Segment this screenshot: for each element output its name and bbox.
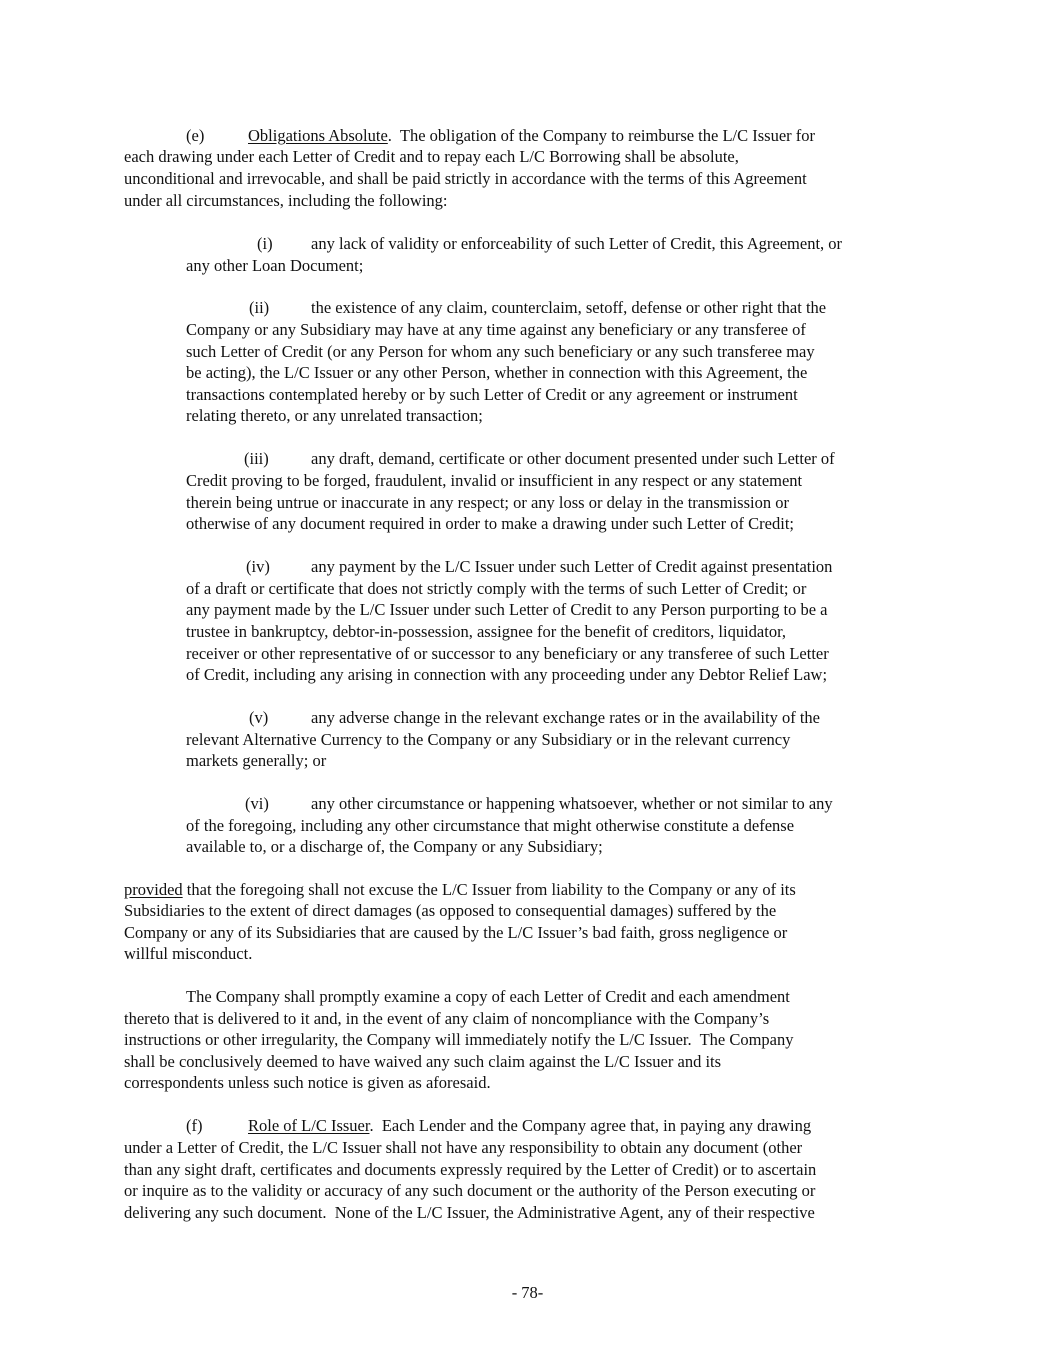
list-item-label: (iv) bbox=[246, 557, 270, 576]
proviso-keyword: provided bbox=[124, 880, 183, 899]
list-item-line: otherwise of any document required in order to make a drawing under such Letter of Credit; bbox=[186, 514, 795, 533]
list-item-line: such Letter of Credit (or any Person for whom any such beneficiary or any such transferee may bbox=[186, 342, 815, 361]
list-item-line: the existence of any claim, counterclaim, setoff, defense or other right that the bbox=[311, 298, 827, 317]
list-item-line: any adverse change in the relevant exchange rates or in the availability of the bbox=[311, 708, 820, 727]
paragraph-f-first-line-text: . Each Lender and the Company agree that, in paying any drawing bbox=[369, 1116, 812, 1135]
paragraph-e-first-line bbox=[248, 125, 815, 147]
list-item-line: any payment by the L/C Issuer under such Letter of Credit against presentation bbox=[311, 557, 833, 576]
list-item-line: available to, or a discharge of, the Company or any Subsidiary; bbox=[186, 837, 603, 856]
list-item-line: transactions contemplated hereby or by such Letter of Credit or any agreement or instrument bbox=[186, 385, 798, 404]
paragraph-e-line: under all circumstances, including the following: bbox=[124, 191, 448, 210]
paragraph-f-line: or inquire as to the validity or accuracy of any such document or the authority of the Person executing or bbox=[124, 1181, 816, 1200]
list-item-line: Company or any Subsidiary may have at any time against any beneficiary or any transferee of bbox=[186, 320, 806, 339]
page-number: - 78- bbox=[511, 1283, 544, 1302]
examination-line: The Company shall promptly examine a copy of each Letter of Credit and each amendment bbox=[186, 987, 790, 1006]
proviso-line: willful misconduct. bbox=[124, 944, 253, 963]
examination-line: instructions or other irregularity, the Company will immediately notify the L/C Issuer. The Company bbox=[124, 1030, 794, 1049]
paragraph-f-heading: Role of L/C Issuer bbox=[248, 1116, 370, 1135]
list-item-label: (ii) bbox=[249, 298, 270, 317]
list-item-line: of the foregoing, including any other circumstance that might otherwise constitute a defense bbox=[186, 816, 795, 835]
list-item-label: (i) bbox=[257, 234, 273, 253]
paragraph-e-line: unconditional and irrevocable, and shall be paid strictly in accordance with the terms of this Agreement bbox=[124, 169, 807, 188]
paragraph-e-line: each drawing under each Letter of Credit and to repay each L/C Borrowing shall be absolute, bbox=[124, 147, 739, 166]
list-item-label: (vi) bbox=[245, 794, 269, 813]
paragraph-f-label: (f) bbox=[186, 1116, 203, 1135]
proviso-first-line bbox=[124, 879, 796, 901]
list-item-line: be acting), the L/C Issuer or any other Person, whether in connection with this Agreement, the bbox=[186, 363, 808, 382]
list-item-line: Credit proving to be forged, fraudulent, invalid or insufficient in any respect or any statement bbox=[186, 471, 803, 490]
list-item-line: any payment made by the L/C Issuer under such Letter of Credit to any Person purporting to be a bbox=[186, 600, 828, 619]
list-item-line: relating thereto, or any unrelated transaction; bbox=[186, 406, 483, 425]
list-item-line: any other circumstance or happening whatsoever, whether or not similar to any bbox=[311, 794, 833, 813]
paragraph-e-label: (e) bbox=[186, 126, 205, 145]
examination-line: correspondents unless such notice is given as aforesaid. bbox=[124, 1073, 491, 1092]
examination-line: shall be conclusively deemed to have waived any such claim against the L/C Issuer and its bbox=[124, 1052, 722, 1071]
list-item-line: trustee in bankruptcy, debtor-in-possession, assignee for the benefit of creditors, liquidator, bbox=[186, 622, 787, 641]
proviso-first-line-text: that the foregoing shall not excuse the L/C Issuer from liability to the Company or any of its bbox=[182, 880, 796, 899]
paragraph-e-first-line-text: . The obligation of the Company to reimburse the L/C Issuer for bbox=[387, 126, 816, 145]
list-item-line: markets generally; or bbox=[186, 751, 327, 770]
paragraph-f-line: than any sight draft, certificates and documents expressly required by the Letter of Credit) or to ascertain bbox=[124, 1160, 817, 1179]
list-item-label: (v) bbox=[249, 708, 269, 727]
examination-line: thereto that is delivered to it and, in the event of any claim of noncompliance with the Company’s bbox=[124, 1009, 770, 1028]
list-item-line: of a draft or certificate that does not strictly comply with the terms of such Letter of Credit; or bbox=[186, 579, 807, 598]
list-item-line: receiver or other representative of or successor to any beneficiary or any transferee of such Letter bbox=[186, 644, 829, 663]
list-item-label: (iii) bbox=[244, 449, 269, 468]
paragraph-f-line: delivering any such document. None of the L/C Issuer, the Administrative Agent, any of their respective bbox=[124, 1203, 815, 1222]
list-item-line: of Credit, including any arising in connection with any proceeding under any Debtor Relief Law; bbox=[186, 665, 828, 684]
proviso-line: Company or any of its Subsidiaries that are caused by the L/C Issuer’s bad faith, gross negligence or bbox=[124, 923, 788, 942]
list-item-line: therein being untrue or inaccurate in any respect; or any loss or delay in the transmission or bbox=[186, 493, 789, 512]
list-item-line: any lack of validity or enforceability of such Letter of Credit, this Agreement, or bbox=[311, 234, 843, 253]
list-item-line: any other Loan Document; bbox=[186, 256, 364, 275]
list-item-line: any draft, demand, certificate or other document presented under such Letter of bbox=[311, 449, 835, 468]
paragraph-f-first-line bbox=[248, 1115, 811, 1137]
paragraph-f-line: under a Letter of Credit, the L/C Issuer shall not have any responsibility to obtain any document (other bbox=[124, 1138, 803, 1157]
proviso-line: Subsidiaries to the extent of direct damages (as opposed to consequential damages) suffered by the bbox=[124, 901, 777, 920]
list-item-line: relevant Alternative Currency to the Company or any Subsidiary or in the relevant currency bbox=[186, 730, 791, 749]
paragraph-e-heading: Obligations Absolute bbox=[248, 126, 388, 145]
